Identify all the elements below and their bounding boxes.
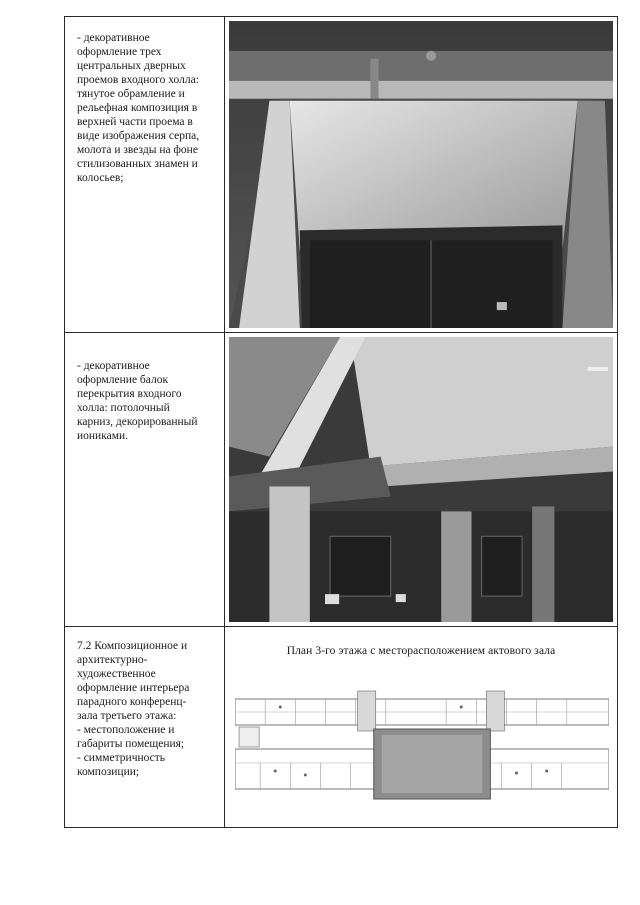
ceiling-beams-description: - декоративное оформление балок перекрытия входного холла: потолочный карниз, декорированный иониками. — [65, 333, 225, 626]
doorways-description: - декоративное оформление трех центральных дверных проемов входного холла: тянутое обрамление и рельефная композиция в верхней части проема в виде изображения серпа, молота и звезды на фоне стилизованных знамен и колосьев; — [65, 17, 225, 332]
document-table — [64, 16, 618, 828]
ceiling-beams-photo — [229, 337, 613, 622]
conference-hall-description: 7.2 Композиционное и архитектурно- художественное оформление интерьера парадного конференц- зала третьего этажа: - местоположение и габариты помещения; - симметричность композиции; — [65, 627, 225, 827]
third-floor-plan — [235, 671, 609, 801]
floor-plan-cell — [225, 627, 617, 827]
ceiling-photo-cell — [225, 333, 617, 626]
doorways-photo-cell — [225, 17, 617, 332]
plan-caption: План 3-го этажа с месторасположением актового зала — [286, 645, 556, 657]
table-row-ceiling-beams — [65, 333, 617, 627]
table-row-doorways — [65, 17, 617, 333]
doorway-photo — [229, 21, 613, 328]
table-row-conference-hall — [65, 627, 617, 827]
